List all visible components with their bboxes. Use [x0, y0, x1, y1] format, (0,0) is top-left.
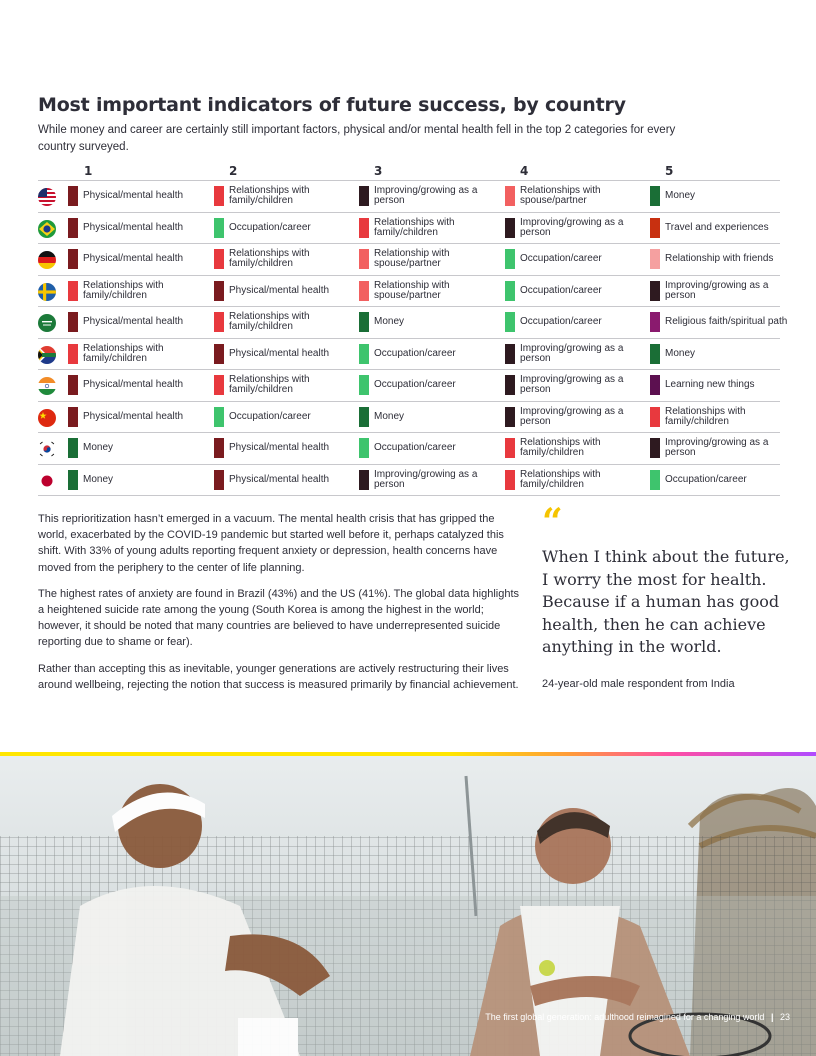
category-label: Relationship with friends	[665, 253, 774, 264]
category-swatch	[68, 438, 78, 458]
category-swatch	[359, 470, 369, 490]
category-label: Physical/mental health	[229, 347, 330, 359]
category-swatch	[68, 470, 78, 490]
table-cell	[359, 465, 499, 495]
usa-flag-icon	[38, 188, 56, 206]
category-swatch	[214, 375, 224, 395]
table-cell	[650, 276, 790, 306]
category-swatch	[214, 438, 224, 458]
category-label: Occupation/career	[374, 347, 456, 359]
category-swatch	[650, 407, 660, 427]
category-label: Occupation/career	[665, 473, 747, 485]
category-label: Physical/mental health	[229, 442, 330, 453]
table-row	[38, 339, 780, 371]
category-swatch	[214, 186, 224, 206]
table-row	[38, 180, 780, 213]
category-label: Physical/mental health	[83, 190, 184, 201]
category-label: Occupation/career	[374, 442, 456, 453]
category-swatch	[68, 249, 78, 269]
germany-flag-icon	[38, 251, 56, 269]
table-cell	[650, 402, 790, 432]
category-swatch	[359, 438, 369, 458]
table-cell	[505, 213, 645, 243]
category-label: Relationships with family/children	[374, 216, 455, 238]
table-cell	[359, 370, 499, 400]
table-body	[38, 180, 788, 496]
table-cell	[505, 276, 645, 306]
column-header-2: 2	[229, 164, 238, 178]
category-label: Improving/growing as a person	[665, 279, 769, 301]
category-swatch	[68, 186, 78, 206]
china-flag-icon	[38, 409, 56, 427]
category-swatch	[650, 438, 660, 458]
category-swatch	[359, 312, 369, 332]
table-cell	[68, 276, 208, 306]
table-cell	[650, 370, 790, 400]
category-swatch	[68, 312, 78, 332]
table-row	[38, 433, 780, 465]
category-label: Religious faith/spiritual path	[665, 316, 788, 327]
category-label: Learning new things	[665, 379, 755, 390]
table-cell	[214, 244, 354, 274]
table-row	[38, 244, 780, 276]
category-swatch	[359, 344, 369, 364]
category-label: Physical/mental health	[83, 410, 184, 422]
category-label: Relationships with family/children	[520, 468, 601, 490]
sweden-flag-icon	[38, 283, 56, 301]
table-row	[38, 213, 780, 245]
footer-separator: |	[770, 1012, 774, 1022]
category-label: Money	[374, 410, 405, 422]
japan-flag-icon	[38, 472, 56, 490]
quote-attribution: 24-year-old male respondent from India	[542, 678, 735, 690]
category-label: Physical/mental health	[229, 284, 330, 296]
category-swatch	[505, 438, 515, 458]
category-label: Improving/growing as a person	[520, 374, 624, 395]
pull-quote: When I think about the future, I worry the most for health. Because if a human has good health, then he can achieve anything in the world.	[542, 547, 790, 656]
table-cell	[359, 433, 499, 463]
table-cell	[68, 465, 208, 495]
category-label: Relationships with family/children	[229, 311, 310, 332]
category-label: Relationships with family/children	[229, 185, 310, 206]
category-label: Relationships with family/children	[83, 342, 164, 364]
category-swatch	[650, 375, 660, 395]
table-cell	[68, 370, 208, 400]
south-africa-flag-icon	[38, 346, 56, 364]
page-number: 23	[779, 1012, 790, 1022]
column-header-3: 3	[374, 164, 383, 178]
table-row	[38, 370, 780, 402]
footer-text: The first global generation: adulthood reimagined for a changing world	[485, 1012, 765, 1022]
column-header-5: 5	[665, 164, 674, 178]
table-cell	[214, 370, 354, 400]
category-label: Money	[374, 316, 405, 327]
page-subtitle: While money and career are certainly still important factors, physical and/or mental health fell in the top 2 categories for every country surveyed.	[38, 124, 676, 153]
category-swatch	[68, 344, 78, 364]
body-text	[38, 511, 523, 703]
category-swatch	[214, 218, 224, 238]
category-swatch	[359, 407, 369, 427]
body-paragraph: The highest rates of anxiety are found in Brazil (43%) and the US (41%). The global data highlights a heightened suicide rate among the young (South Korea is among the highest in the world; however, it should be noted that many countries are believed to have underrepresented suicide reporting due to shame or fear).	[38, 587, 520, 649]
category-label: Occupation/career	[229, 410, 311, 422]
indicators-table	[38, 164, 788, 496]
category-label: Relationships with family/children	[83, 279, 164, 301]
category-label: Physical/mental health	[83, 221, 184, 233]
category-swatch	[650, 470, 660, 490]
table-cell	[68, 402, 208, 432]
category-label: Improving/growing as a person	[520, 405, 624, 427]
table-cell	[650, 339, 790, 369]
table-cell	[505, 339, 645, 369]
table-cell	[359, 213, 499, 243]
table-cell	[68, 307, 208, 337]
category-label: Relationships with family/children	[229, 248, 310, 269]
table-cell	[68, 213, 208, 243]
category-label: Money	[665, 347, 696, 359]
category-label: Relationships with family/children	[229, 374, 310, 395]
category-swatch	[214, 281, 224, 301]
category-swatch	[68, 407, 78, 427]
table-cell	[505, 181, 645, 211]
body-paragraph: This reprioritization hasn’t emerged in a vacuum. The mental health crisis that has gripped the world, exacerbated by the COVID-19 pandemic but started well before it, perhaps catalyzed this shift. With 33% of young adults reporting frequent anxiety or depression, health concerns have moved from the periphery to the center of life planning.	[38, 513, 504, 574]
table-cell	[650, 433, 790, 463]
category-swatch	[505, 407, 515, 427]
category-swatch	[359, 281, 369, 301]
category-label: Relationships with spouse/partner	[520, 185, 601, 206]
category-swatch	[505, 344, 515, 364]
column-header-1: 1	[84, 164, 93, 178]
table-cell	[650, 213, 790, 243]
category-label: Occupation/career	[374, 379, 456, 390]
table-cell	[214, 339, 354, 369]
category-swatch	[505, 375, 515, 395]
category-label: Improving/growing as a person	[374, 468, 478, 490]
table-cell	[359, 307, 499, 337]
table-cell	[214, 181, 354, 211]
table-cell	[505, 465, 645, 495]
category-swatch	[650, 281, 660, 301]
category-label: Money	[83, 442, 114, 453]
category-swatch	[359, 249, 369, 269]
category-swatch	[650, 218, 660, 238]
table-cell	[68, 244, 208, 274]
category-label: Physical/mental health	[83, 253, 184, 264]
category-swatch	[359, 375, 369, 395]
table-cell	[505, 402, 645, 432]
page-footer	[485, 1012, 790, 1022]
table-cell	[650, 244, 790, 274]
category-label: Money	[665, 190, 696, 201]
category-label: Relationships with family/children	[665, 405, 746, 427]
brazil-flag-icon	[38, 220, 56, 238]
table-cell	[359, 244, 499, 274]
category-label: Physical/mental health	[229, 473, 330, 485]
table-cell	[214, 402, 354, 432]
quote-mark-icon: “	[542, 501, 563, 543]
category-swatch	[68, 281, 78, 301]
category-swatch	[359, 186, 369, 206]
table-cell	[359, 276, 499, 306]
table-cell	[68, 339, 208, 369]
table-cell	[68, 433, 208, 463]
category-swatch	[214, 407, 224, 427]
category-label: Physical/mental health	[83, 379, 184, 390]
table-header	[38, 164, 780, 180]
category-swatch	[650, 312, 660, 332]
category-label: Occupation/career	[520, 316, 602, 327]
category-label: Relationship with spouse/partner	[374, 248, 450, 269]
category-swatch	[214, 470, 224, 490]
body-paragraph: Rather than accepting this as inevitable, younger generations are actively restructuring their lives around wellbeing, rejecting the notion that success is measured primarily by financial achievement.	[38, 662, 519, 691]
table-row	[38, 276, 780, 308]
category-label: Improving/growing as a person	[520, 216, 624, 238]
table-cell	[214, 213, 354, 243]
table-cell	[359, 339, 499, 369]
category-label: Improving/growing as a person	[374, 185, 478, 206]
category-swatch	[68, 218, 78, 238]
south-korea-flag-icon	[38, 440, 56, 458]
category-swatch	[650, 249, 660, 269]
category-swatch	[68, 375, 78, 395]
table-row	[38, 465, 780, 497]
category-label: Relationship with spouse/partner	[374, 279, 450, 301]
table-cell	[650, 307, 790, 337]
category-swatch	[505, 249, 515, 269]
table-cell	[214, 276, 354, 306]
table-cell	[214, 465, 354, 495]
category-swatch	[650, 186, 660, 206]
india-flag-icon	[38, 377, 56, 395]
category-label: Occupation/career	[520, 253, 602, 264]
table-cell	[68, 181, 208, 211]
saudi-arabia-flag-icon	[38, 314, 56, 332]
category-label: Occupation/career	[229, 221, 311, 233]
page-title: Most important indicators of future success, by country	[38, 94, 626, 116]
category-swatch	[214, 312, 224, 332]
category-swatch	[505, 312, 515, 332]
table-cell	[505, 244, 645, 274]
table-row	[38, 402, 780, 434]
category-swatch	[359, 218, 369, 238]
table-cell	[650, 181, 790, 211]
category-swatch	[505, 281, 515, 301]
category-label: Relationships with family/children	[520, 437, 601, 458]
category-swatch	[650, 344, 660, 364]
table-cell	[214, 433, 354, 463]
table-row	[38, 307, 788, 339]
category-label: Occupation/career	[520, 284, 602, 296]
table-cell	[650, 465, 790, 495]
category-label: Improving/growing as a person	[520, 342, 624, 364]
category-swatch	[505, 186, 515, 206]
table-cell	[359, 181, 499, 211]
category-swatch	[505, 218, 515, 238]
category-label: Travel and experiences	[665, 221, 769, 233]
table-cell	[214, 307, 354, 337]
category-swatch	[214, 249, 224, 269]
column-header-4: 4	[520, 164, 529, 178]
category-label: Physical/mental health	[83, 316, 184, 327]
table-cell	[505, 433, 645, 463]
category-swatch	[505, 470, 515, 490]
table-cell	[505, 370, 645, 400]
tennis-players-photo	[0, 756, 816, 1056]
category-swatch	[214, 344, 224, 364]
category-label: Money	[83, 473, 114, 485]
table-cell	[505, 307, 645, 337]
category-label: Improving/growing as a person	[665, 437, 769, 458]
table-cell	[359, 402, 499, 432]
